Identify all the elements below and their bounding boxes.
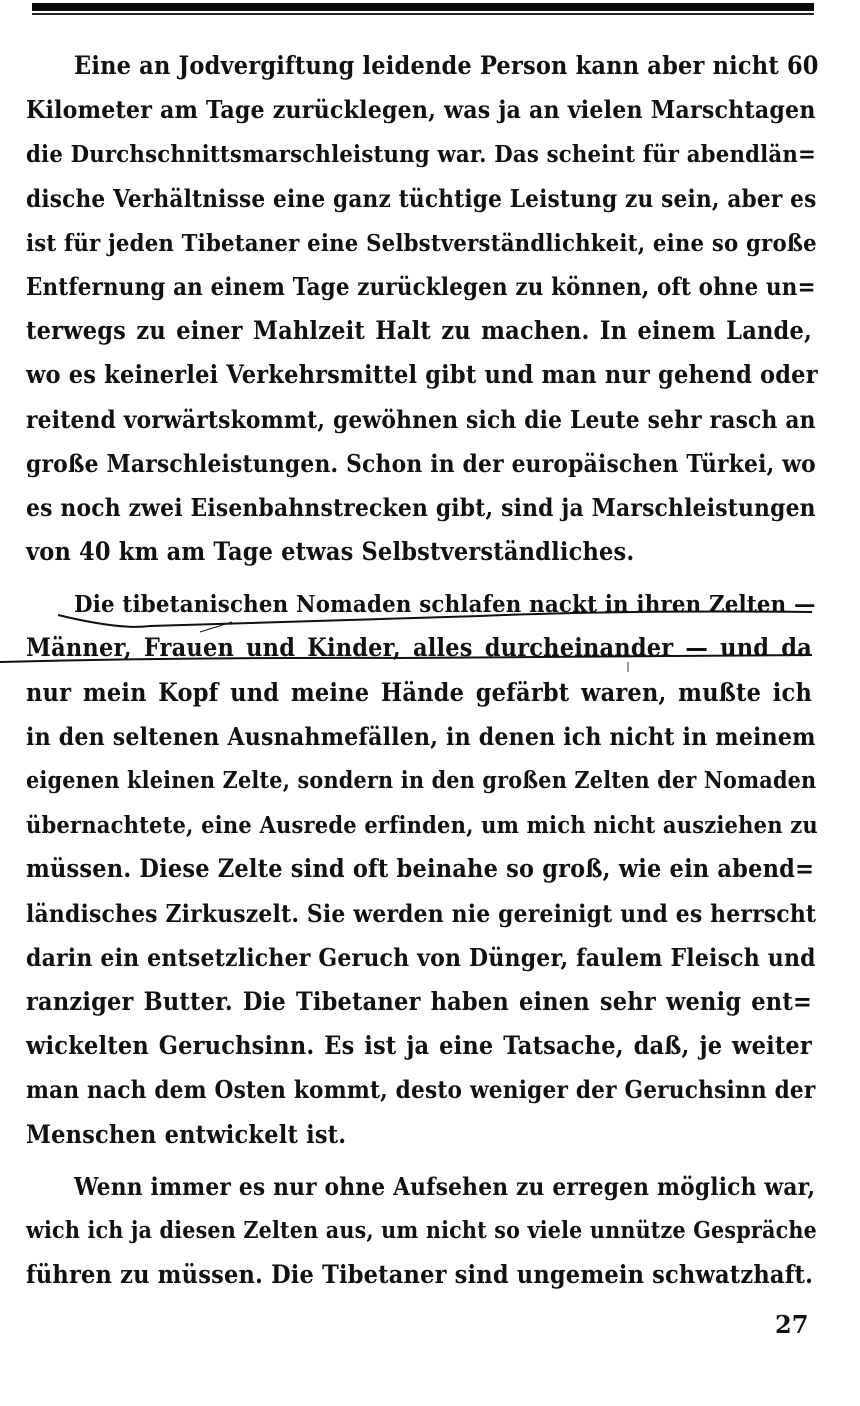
text-line: Menschen entwickelt ist. bbox=[26, 1119, 347, 1149]
text-line: darin ein entsetzlicher Geruch von Dünger, faulem Fleisch und bbox=[26, 942, 816, 972]
text-line: Wenn immer es nur ohne Aufsehen zu erregen möglich war, bbox=[74, 1171, 816, 1201]
page-number: 27 bbox=[775, 1310, 809, 1339]
text-line: in den seltenen Ausnahmefällen, in denen ich nicht in meinem bbox=[26, 721, 816, 751]
text-line: Die tibetanischen Nomaden schlafen nackt in ihren Zelten — bbox=[74, 590, 816, 619]
text-line: führen zu müssen. Die Tibetaner sind ungemein schwatzhaft. bbox=[26, 1260, 814, 1290]
text-line: reitend vorwärtskommt, gewöhnen sich die Leute sehr rasch an bbox=[26, 404, 816, 434]
text-line: müssen. Diese Zelte sind oft beinahe so groß, wie ein abend= bbox=[26, 854, 815, 884]
text-line: terwegs zu einer Mahlzeit Halt zu machen. In einem Lande, bbox=[26, 316, 812, 346]
text-line: große Marschleistungen. Schon in der europäischen Türkei, wo bbox=[26, 448, 816, 478]
text-line: eigenen kleinen Zelte, sondern in den großen Zelten der Nomaden bbox=[26, 767, 817, 794]
text-line: übernachtete, eine Ausrede erfinden, um mich nicht ausziehen zu bbox=[26, 811, 818, 840]
text-line: Eine an Jodvergiftung leidende Person kann aber nicht 60 bbox=[74, 51, 819, 80]
paragraph-3 bbox=[26, 1165, 817, 1298]
page-body bbox=[26, 44, 819, 1297]
text-line: wich ich ja diesen Zelten aus, um nicht so viele unnütze Gespräche bbox=[26, 1216, 817, 1244]
text-line: Entfernung an einem Tage zurücklegen zu können, oft ohne un= bbox=[26, 272, 816, 301]
text-line: Kilometer am Tage zurücklegen, was ja an vielen Marschtagen bbox=[26, 95, 816, 125]
text-line: wo es keinerlei Verkehrsmittel gibt und man nur gehend oder bbox=[26, 360, 818, 390]
text-line: ist für jeden Tibetaner eine Selbstverständlichkeit, eine so große bbox=[26, 228, 817, 257]
text-line: von 40 km am Tage etwas Selbstverständliches. bbox=[26, 537, 635, 567]
paragraph-gap bbox=[26, 574, 812, 582]
text-line: wickelten Geruchsinn. Es ist ja eine Tatsache, daß, je weiter bbox=[26, 1031, 812, 1061]
text-line: ländisches Zirkuszelt. Sie werden nie gereinigt und es herrscht bbox=[26, 898, 817, 928]
text-line: nur mein Kopf und meine Hände gefärbt waren, mußte ich bbox=[26, 677, 812, 707]
text-line: ranziger Butter. Die Tibetaner haben einen sehr wenig ent= bbox=[26, 986, 812, 1016]
text-line: die Durchschnittsmarschleistung war. Das scheint für abendlän= bbox=[26, 140, 817, 169]
text-line: es noch zwei Eisenbahnstrecken gibt, sind ja Marschleistungen bbox=[26, 492, 816, 522]
header-rule-thin bbox=[32, 13, 814, 15]
text-line: dische Verhältnisse eine ganz tüchtige Leistung zu sein, aber es bbox=[26, 183, 817, 213]
header-rule-thick bbox=[32, 3, 814, 11]
text-line: Männer, Frauen und Kinder, alles durcheinander — und da bbox=[26, 633, 812, 663]
paragraph-2 bbox=[26, 582, 818, 1156]
paragraph-1 bbox=[26, 44, 819, 574]
paragraph-gap bbox=[26, 1157, 812, 1165]
text-line: man nach dem Osten kommt, desto weniger der Geruchsinn der bbox=[26, 1075, 816, 1105]
